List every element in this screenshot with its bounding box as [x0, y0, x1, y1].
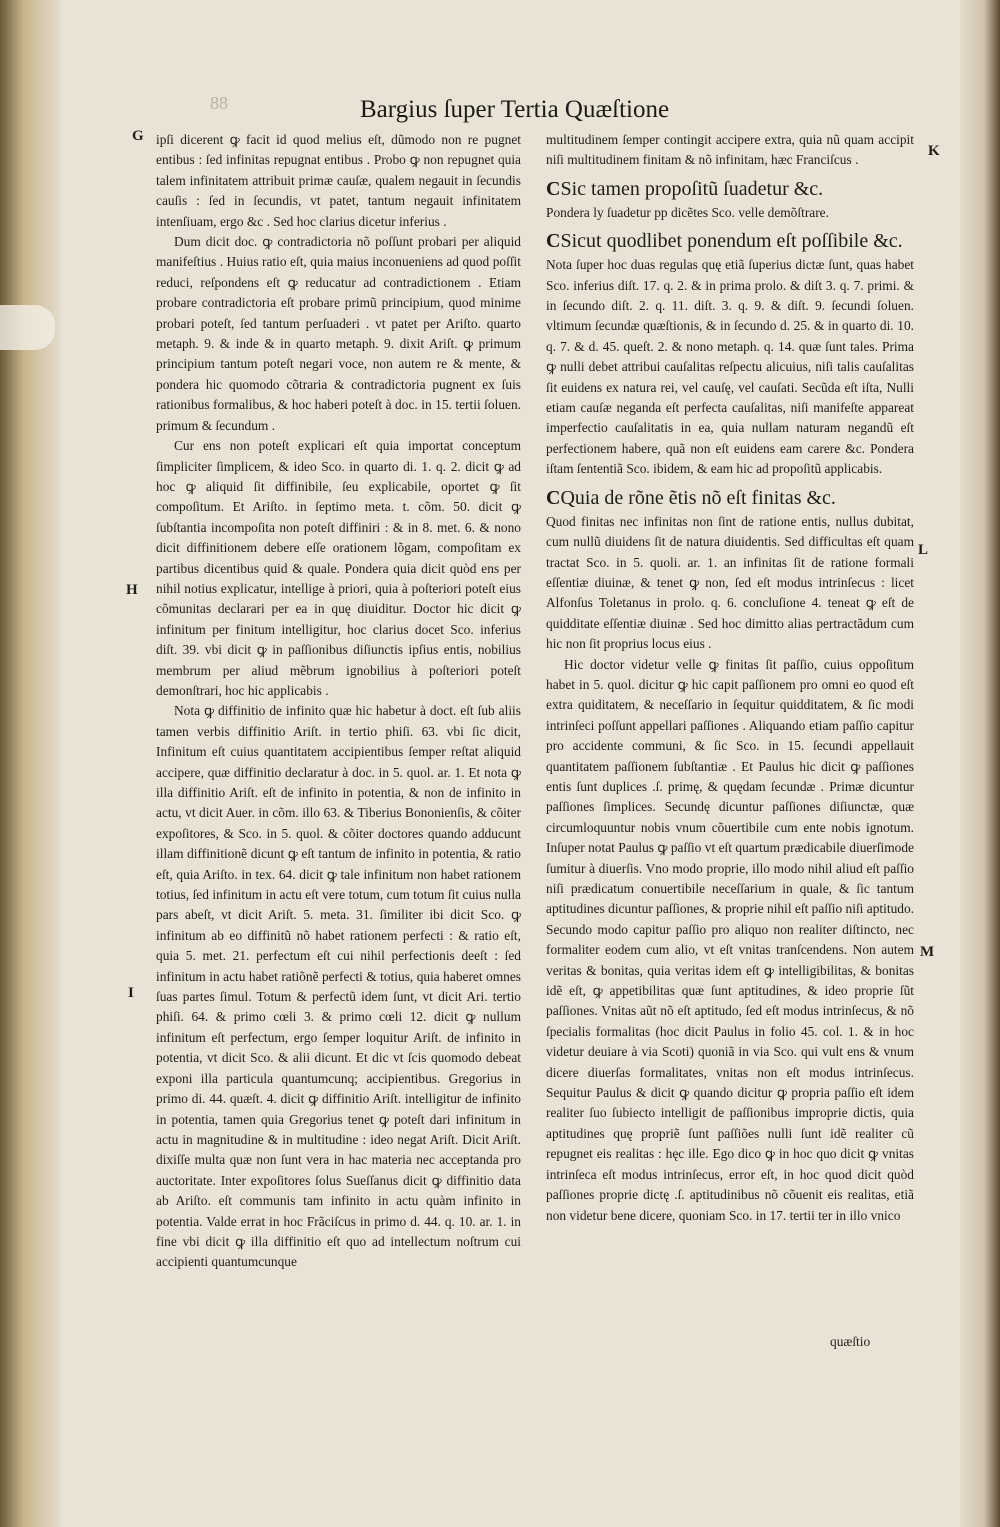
page-fore-edge — [960, 0, 1000, 1527]
rubric-lemma: Sicut quodlibet ponendum eſt poſſibile &c. — [560, 230, 903, 253]
margin-letter-i: I — [128, 985, 134, 1001]
catchword: quæſtio — [830, 1334, 871, 1349]
paragraph: Quod finitas nec infinitas non ſint de ratione entis, nullus dubitat, cum nullũ diuidens ſit de natura diuidentis. Sed difficultas eſt quam tractat Sco. in 5. quoli. ar. 1. an infinitas ſit de ratione formali eſſentiæ diuinæ, & tenet ꝙ non, ſed eſt modus intrinſecus : licet Alfonſus Toletanus in prolo. q. 6. concluſione 4. teneat ꝙ eſt de quidditate eſſentiæ diuinæ . Sed hoc dimitto alias pertractãdum cum hic non ſit proprius locus eius . — [546, 513, 914, 652]
rubric-lemma: Sic tamen propoſitũ ſuadetur &c. — [560, 177, 824, 200]
paragraph: Dum dicit doc. ꝙ contradictoria nõ poſſunt probari per aliquid manifeſtius . Huius ratio eſt, quia maius inconueniens ad quod poſſit reduci, reſpondens eſt ꝙ reducatur ad contradictionem . Etiam probare contradictoria eſt probare primũ principium, quod minime probari poteſt, ſed tantum perſuaderi . vt patet per Ariſto. quarto metaph. 9. & inde & in quarto metaph. 9. dixit Ariſt. ꝙ primum principium tantum poteſt negari voce, non autem re & mente, & pondera hic quomodo cõtraria & contradictoria pugnent ex ſuis rationibus formalibus, & hoc haberi poteſt à doc. in 15. tertii ſoluen. primum & ſecundum . — [156, 234, 521, 433]
margin-letter-m: M — [920, 944, 935, 960]
running-header: Bargius ſuper Tertia Quæſtione — [360, 96, 670, 123]
paragraph: ipſi dicerent ꝙ facit id quod melius eſt, dũmodo non re pugnet entibus : ſed infinitas repugnat entibus . Probo ꝙ non repugnet quia talem infinitatem attribuit primæ cauſæ, qualem negauit in ſecundis cauſis : ſed in ſecundis, vt patet, tantum negauit infinitatem intenſiuam, ergo &c . Sed hoc clarius dicetur inferius . — [156, 132, 521, 229]
pilcrow-icon: C — [546, 230, 561, 253]
paragraph: Hic doctor videtur velle ꝙ finitas ſit paſſio, cuius oppoſitum habet in 5. quol. dicitur ꝙ hic capit paſſionem pro omni eo quod eſt extra quiditatem, & neceſſario in ſequitur quidditatem, & ſic modi intrinſeci poſſunt appellari paſſiones . Aliquando etiam paſſio capitur pro accidente communi, & ſic Sco. in 15. ſecundi appellauit quantitatem paſſionem ſubſtantiæ . Et Paulus hic dicit ꝙ paſſiones entis ſunt duplices .ſ. primę, & quędam ſecundæ . Primæ dicuntur paſſiones ſimplices. Secundę dicuntur paſſiones diſiunctæ, quæ circumloquuntur nobis vnum cõuertibile cum ente nobis ignotum. Inſuper notat Paulus ꝙ paſſio vt eſt quartum prædicabile diuerſimode ſumitur à diuerſis. Vno modo proprie, illo modo nihil aliud eſt paſſio niſi prædicatum conuertibile neceſſarium in quale, & ſic tantum aptitudines dicuntur paſſiones, & proprie nihil eſt paſſio niſi aptitudo. Secundo modo capitur paſſio pro aliquo non realiter diſtincto, nec formaliter eodem cum alio, vt eſt vnitas tranſcendens. Non autem veritas & bonitas, quia veritas idem eſt ꝙ intelligibilitas, & bonitas idẽ eſt, ꝙ appetibilitas quæ ſunt aptitudines, & ideo proprie ſũt paſſiones. Vnitas aũt nõ eſt aptitudo, ſed eſt modus intrinſecus, & nõ ſpecialis formalitas (hoc dicit Paulus in folio 45. col. 1. & in hoc videtur deuiare à via Scoti) quoniã in via Sco. qui vult ens & vnum dicere diuerſas formalitates, vnitas non eſt modus intrinſecus. Sequitur Paulus & dicit ꝙ quando dicitur ꝙ propria paſſio eſt idem realiter ſuo ſubiecto intelligit de paſſionibus improprie dictis, quia aptitudines quę propriẽ ſunt paſſiões nulli ſunt idẽ realiter cũ repugnet eis realitas : hęc ille. Ego dico ꝙ in hoc quo dicit ꝙ vnitas intrinſeca eſt modus intrinſecus, error eſt, in hoc quod dicit quòd paſſiones proprie dictę .ſ. aptitudinibus nõ cõuenit eis realitas, etiã non videtur bene dicere, quoniam Sco. in 17. tertii ter in illo vnico — [546, 656, 914, 1223]
page-tab — [0, 305, 55, 350]
rubric-heading — [546, 484, 914, 512]
margin-letter-k: K — [928, 143, 940, 159]
paragraph: multitudinem ſemper contingit accipere extra, quia nũ quam accipit niſi multitudinem finitam & nõ infinitam, hæc Franciſcus . — [546, 132, 914, 168]
pilcrow-icon: C — [546, 486, 561, 509]
pilcrow-icon: C — [546, 177, 561, 200]
margin-letter-g: G — [132, 128, 144, 144]
paragraph: Nota ſuper hoc duas regulas quę etiã ſuperius dictæ ſunt, quas habet Sco. inferius diſt. 17. q. 2. & in prima prolo. & diſt 3. q. 7. primi. & in ſecundo diſt. 2. q. 11. diſt. 3. q. 9. & diſt. 9. ſecundi ſoluen. vltimum ſecundæ quæſtionis, & in ſecundo d. 25. & in quarto di. 10. q. 7. & d. 45. queſt. 2. & nono metaph. q. 14. quæ ſunt tales. Prima ꝙ nulli debet attribui cauſalitas reſpectu alicuius, niſi talis cauſalitas ſit euidens ex natura rei, vel cauſę, vel cauſati. Secũda eſt iſta, Nulli etiam cauſæ neganda eſt perfecta cauſalitas, niſi manifeſte appareat imperfectio cauſalitatis in ea, quia nullam naturam negandũ eſt perfectionem habere, quã non eſt euidens eam carere &c. Pondera iſtam ſententiã Sco. ibidem, & eam hic ad propoſitũ applicabis. — [546, 257, 914, 477]
page-number: 88 — [210, 93, 228, 113]
margin-letter-h: H — [126, 582, 138, 598]
rubric-heading — [546, 227, 914, 255]
rubric-heading — [546, 175, 914, 203]
paragraph: Cur ens non poteſt explicari eſt quia importat conceptum ſimpliciter ſimplicem, & ideo Sco. in quarto di. 1. q. 2. dicit ꝙ ad hoc ꝙ aliquid ſit diffinibile, ſeu explicabile, oportet ꝙ ſit compoſitum. Et Ariſto. in ſeptimo meta. t. cõm. 50. dicit ꝙ ſubſtantia incompoſita non poteſt diffiniri : & in 8. met. 6. & nono dicit diffinitionem debere eſſe orationem lõgam, compoſitam ex partibus dicentibus quid & quale. Pondera quia dicit quòd ens per nihil notius explicatur, intellige à priori, quia à poſteriori poteſt eius cõmunitas declarari per ea in quę diuiditur. Doctor hic dicit ꝙ infinitum per finitum intelligitur, hoc clarius docet Sco. inferius diſt. 39. vbi dicit ꝙ in paſſionibus diſiunctis ipſius entis, nobilius membrum per aliud mẽbrum ignobilius à poſteriori poteſt demonſtrari, hoc hic applicabis . — [156, 438, 521, 698]
paragraph: Nota ꝙ diffinitio de infinito quæ hic habetur à doct. eſt ſub aliis tamen verbis diffinitio Ariſt. in tertio phiſi. 63. vbi ſic dicit, Infinitum eſt cuius quantitatem accipientibus ſemper reſtat aliquid accipere, quæ diffinitio declaratur à doc. in 5. quol. ar. 1. Et nota ꝙ illa diffinitio Ariſt. eſt de infinito in potentia, & non de infinito in actu, vt dicit Auer. in cõm. illo 63. & Tiberius Bononienſis, & cõiter expoſitores, & Sco. in 5. quol. & cõiter doctores quando adducunt illam diffinitionẽ dicunt ꝙ eſt tantum de infinito in potentia, & ratio eſt, quia Ariſto. in tex. 64. dicit ꝙ tale infinitum non habet rationem totius, ſed infinitum in actu eſt vere totum, cum totum ſit cuius nulla pars abeſt, vt dicit Ariſt. 5. meta. 31. ſimiliter ibi dicit Sco. ꝙ infinitum ab eo diffinitũ nõ habet rationem perfecti : & ratio eſt, quia 5. met. 21. perfectum eſt cui nihil perfectionis deeſt : ſed infinitum in actu habet ratiõnẽ perfecti & totius, quia haberet omnes ſuas partes ſimul. Totum & perfectũ idem ſunt, vt dicit Ari. tertio phiſi. 64. & primo cœli 3. & primo cœli 12. dicit ꝙ nullum infinitum eſt perfectum, ergo ſemper loquitur Ariſt. de infinito in potentia, vt dicit Sco. & alii dicunt. Et dic vt ſcis quomodo debeat exponi illa particula quantumcunq; accipientibus. Gregorius in primo di. 44. quæſt. 4. dicit ꝙ diffinitio Ariſt. intelligitur de infinito in potentia, tamen quia Gregorius tenet ꝙ poteſt dari infinitum in actu in magnitudine & in multitudine : ideo negat Ariſt. Dicit Ariſt. dixiſſe multa quæ non ſunt vera in hac materia nec acceptanda pro auctoritate. Inter expoſitores ſolus Sueſſanus dicit ꝙ diffinitio data ab Ariſto. eſt communis tam infinito in actu quàm infinito in potentia. Valde errat in hoc Frãciſcus in primo d. 44. q. 10. ar. 1. in fine vbi dicit ꝙ illa diffinitio eſt quo ad intellectum noſtrum cui accipienti quantumcunque — [156, 703, 521, 1270]
paragraph: Pondera ly ſuadetur pp dicẽtes Sco. velle demõſtrare. — [546, 204, 829, 220]
rubric-lemma: Quia de rõne ẽtis nõ eſt finitas &c. — [560, 486, 836, 509]
right-column — [546, 130, 914, 1226]
margin-letter-l: L — [918, 542, 929, 558]
binding-gutter — [0, 0, 60, 1527]
left-column — [156, 130, 521, 1273]
